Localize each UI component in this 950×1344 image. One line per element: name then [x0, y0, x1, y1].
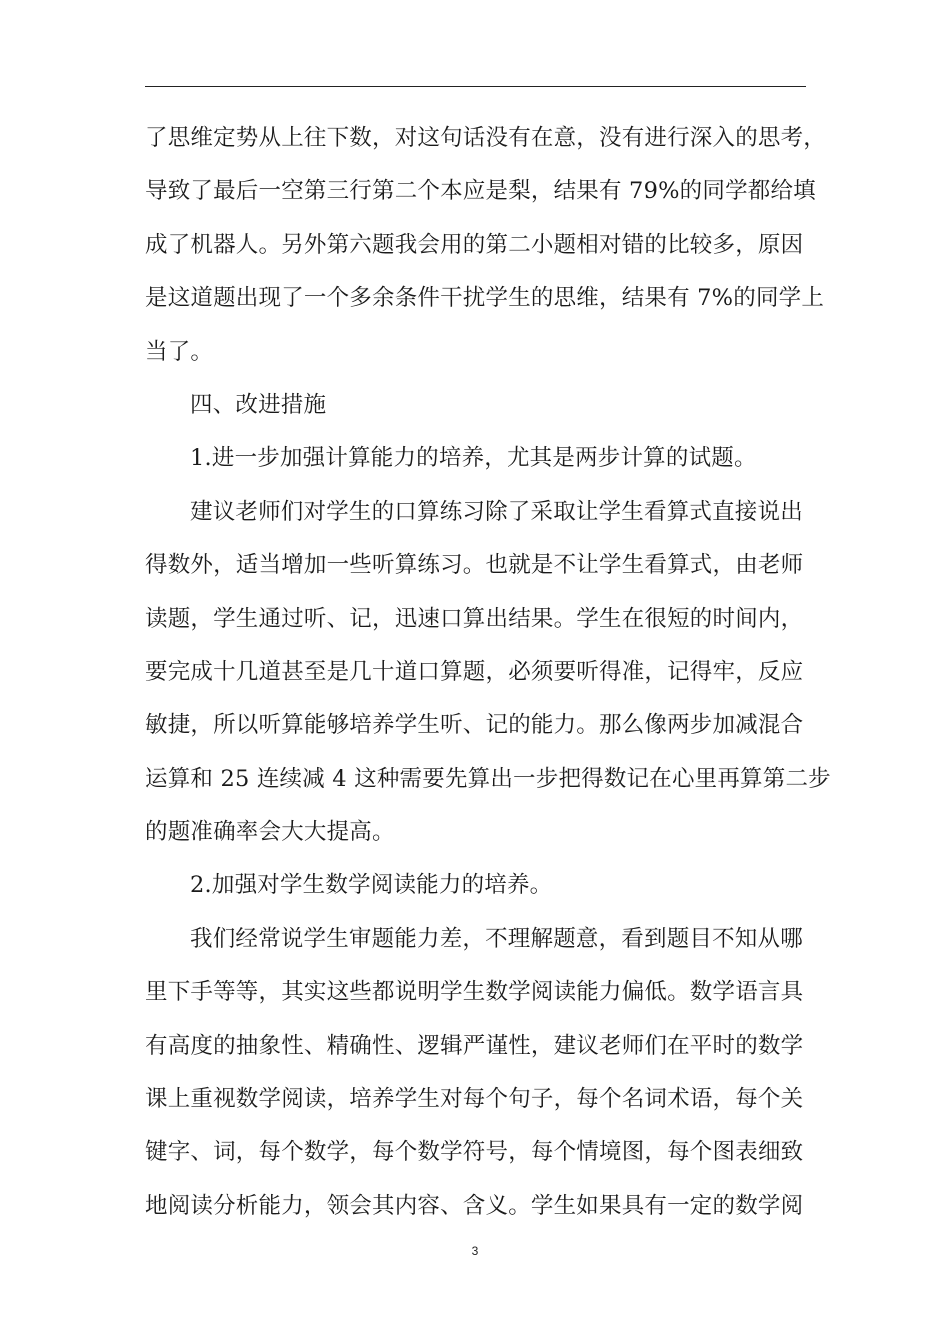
page-number: 3: [471, 1244, 479, 1258]
text-line: 成了机器人。另外第六题我会用的第二小题相对错的比较多，原因: [145, 231, 804, 258]
text-line: 运算和 25 连续减 4 这种需要先算出一步把得数记在心里再算第二步: [145, 765, 831, 792]
text-line: 要完成十几道甚至是几十道口算题，必须要听得准，记得牢，反应: [145, 658, 804, 685]
text-line: 是这道题出现了一个多余条件干扰学生的思维，结果有 7%的同学上: [145, 285, 825, 312]
text-line: 的题准确率会大大提高。: [145, 819, 395, 846]
text-line: 当了。: [145, 338, 214, 365]
header-rule: [145, 86, 806, 87]
text-line: 1.进一步加强计算能力的培养，尤其是两步计算的试题。: [190, 445, 757, 472]
text-line: 课上重视数学阅读，培养学生对每个句子，每个名词术语，每个关: [145, 1086, 804, 1113]
text-line: 键字、词，每个数学，每个数学符号，每个情境图，每个图表细致: [145, 1139, 804, 1166]
text-line: 四、改进措施: [190, 391, 327, 418]
text-line: 读题，学生通过听、记，迅速口算出结果。学生在很短的时间内，: [145, 605, 804, 632]
text-line: 了思维定势从上往下数，对这句话没有在意，没有进行深入的思考，: [145, 125, 827, 151]
text-line: 里下手等等，其实这些都说明学生数学阅读能力偏低。数学语言具: [145, 979, 804, 1006]
text-line: 导致了最后一空第三行第二个本应是梨，结果有 79%的同学都给填: [145, 178, 816, 205]
text-line: 有高度的抽象性、精确性、逻辑严谨性，建议老师们在平时的数学: [145, 1032, 804, 1059]
text-line: 得数外，适当增加一些听算练习。也就是不让学生看算式，由老师: [145, 552, 804, 579]
text-line: 地阅读分析能力，领会其内容、含义。学生如果具有一定的数学阅: [145, 1192, 804, 1219]
body-text: [145, 112, 831, 1233]
text-line: 建议老师们对学生的口算练习除了采取让学生看算式直接说出: [190, 498, 803, 525]
text-line: 2.加强对学生数学阅读能力的培养。: [190, 872, 553, 899]
text-line: 我们经常说学生审题能力差，不理解题意，看到题目不知从哪: [190, 925, 803, 952]
text-line: 敏捷，所以听算能够培养学生听、记的能力。那么像两步加减混合: [145, 712, 804, 739]
